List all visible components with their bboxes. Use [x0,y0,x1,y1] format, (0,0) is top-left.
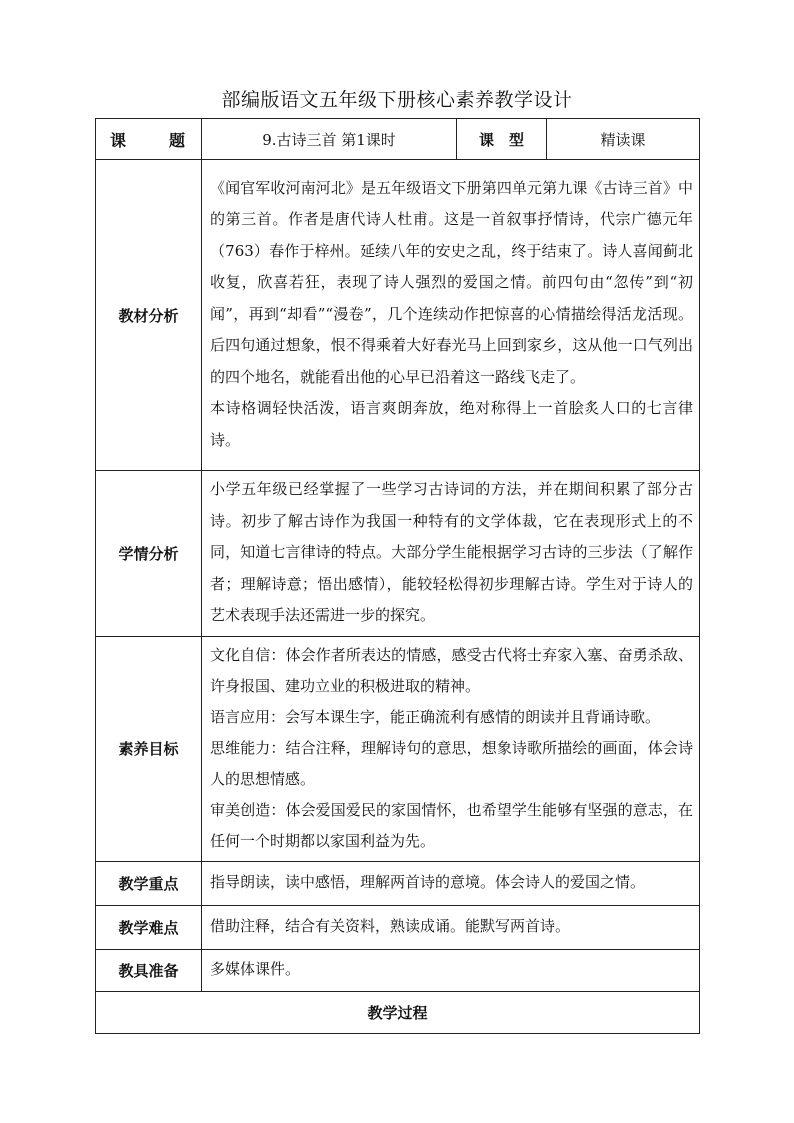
goal-thinking: 思维能力：结合注释，理解诗句的意思，想象诗歌所描绘的画面，体会诗人的思想情感。 [210,738,693,788]
material-analysis-label: 教材分析 [96,160,202,471]
materials-prep-row [96,949,700,991]
difficulties-row [96,905,700,949]
topic-label-part-1: 课 [110,130,127,150]
key-points-label: 教学重点 [96,861,202,905]
materials-prep-label: 教具准备 [96,949,202,991]
topic-label-part-2: 题 [168,130,185,150]
student-analysis-content [202,471,700,637]
key-points-text: 指导朗读，读中感悟，理解两首诗的意境。体会诗人的爱国之情。 [210,872,646,891]
goals-label: 素养目标 [96,636,202,861]
difficulties-content [202,905,700,949]
key-points-content [202,861,700,905]
lesson-plan-table [95,118,700,1034]
document-title: 部编版语文五年级下册核心素养教学设计 [221,89,573,111]
materials-prep-content [202,949,700,991]
student-paragraph-1: 小学五年级已经掌握了一些学习古诗词的方法，并在期间积累了部分古诗。初步了解古诗作为我国一种特有的文学体裁，它在表现形式上的不同，知道七言律诗的特点。大部分学生能根据学习古诗的三步法（了解作者；理解诗意；悟出感情），能较轻松得初步理解古诗。学生对于诗人的艺术表现手法还需进一步的探究。 [210,480,693,624]
topic-label-cell [96,119,202,160]
difficulties-text: 借助注释，结合有关资料，熟读成诵。能默写两首诗。 [210,916,571,935]
student-analysis-row [96,471,700,637]
type-label: 课 型 [457,119,547,160]
header-row [96,119,700,160]
key-points-row [96,861,700,905]
goal-aesthetics: 审美创造：体会爱国爱民的家国情怀，也希望学生能够有坚强的意志，在任何一个时期都以家国利益为先。 [210,800,693,850]
difficulties-label: 教学难点 [96,905,202,949]
goals-content [202,636,700,861]
material-paragraph-2: 本诗格调轻快活泼，语言爽朗奔放，绝对称得上一首脍炙人口的七言律诗。 [210,399,693,449]
teaching-process-heading: 教学过程 [96,991,700,1033]
material-analysis-content [202,160,700,471]
goals-row [96,636,700,861]
process-row [96,991,700,1033]
materials-prep-text: 多媒体课件。 [210,959,301,978]
material-analysis-row [96,160,700,471]
goal-language: 语言应用：会写本课生字，能正确流利有感情的朗读并且背诵诗歌。 [210,707,661,726]
material-paragraph-1: 《闻官军收河南河北》是五年级语文下册第四单元第九课《古诗三首》中的第三首。作者是唐代诗人杜甫。这是一首叙事抒情诗，代宗广德元年（763）春作于梓州。延续八年的安史之乱，终于结束了。诗人喜闻蓟北收复，欣喜若狂，表现了诗人强烈的爱国之情。前四句由“忽传”到“初闻”，再到“却看”“漫卷”，几个连续动作把惊喜的心情描绘得活龙活现。后四句通过想象，恨不得乘着大好春光马上回到家乡，这从他一口气列出的四个地名，就能看出他的心早已沿着这一路线飞走了。 [210,178,693,386]
type-value: 精读课 [547,119,700,160]
student-analysis-label: 学情分析 [96,471,202,637]
topic-value: 9.古诗三首 第1课时 [202,119,457,160]
goal-culture: 文化自信：体会作者所表达的情感，感受古代将士弃家入塞、奋勇杀敌、许身报国、建功立业的积极进取的精神。 [210,645,693,695]
